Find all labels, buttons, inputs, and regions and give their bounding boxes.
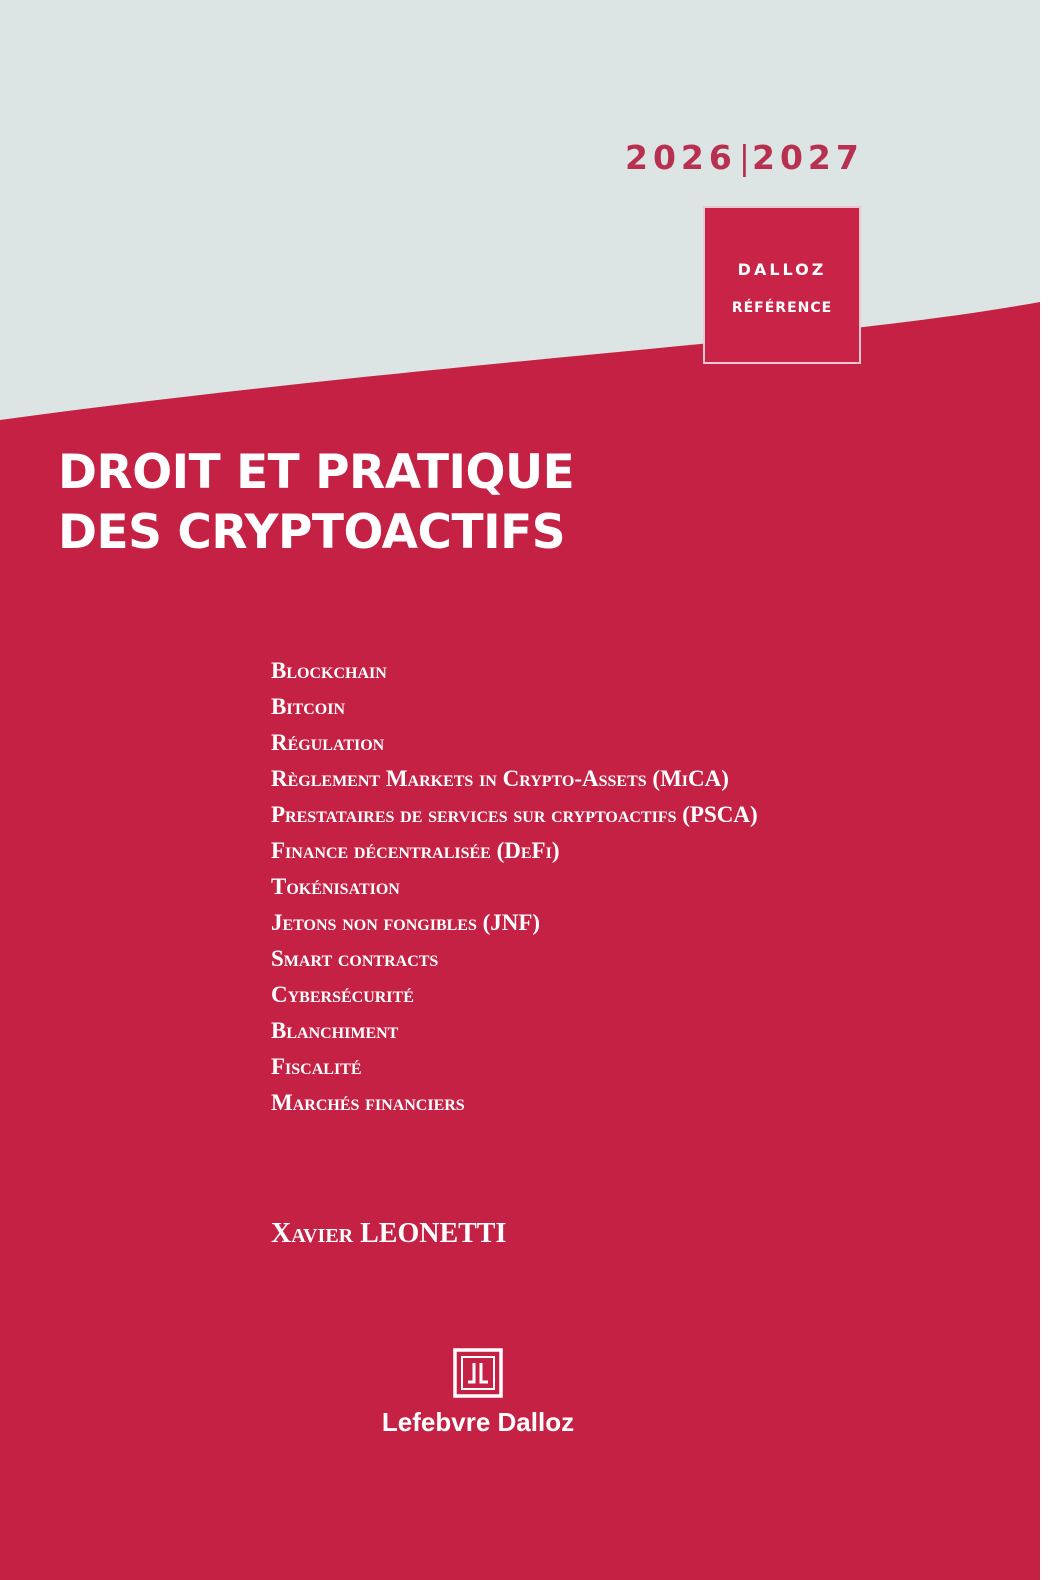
topic-item: Smart contracts [271, 946, 439, 971]
publisher-name: Lefebvre Dalloz [381, 1407, 575, 1437]
topic-item: Fiscalité [271, 1054, 362, 1079]
book-title [58, 443, 574, 563]
collection-badge [705, 208, 859, 362]
topic-item: Prestataires de services sur cryptoactifs (PSCA) [271, 802, 758, 827]
edition-year-start: 2026 [625, 138, 737, 177]
edition-year-end: 2027 [751, 138, 864, 177]
badge-reference: RÉFÉRENCE [731, 300, 833, 316]
book-title-line1: DROIT ET PRATIQUE [58, 445, 575, 500]
topic-item: Bitcoin [271, 694, 346, 719]
book-title-line2: DES CRYPTOACTIFS [58, 505, 566, 560]
topic-item: Marchés financiers [271, 1090, 465, 1115]
topic-item: Règlement Markets in Crypto-Assets (MiCA) [271, 766, 729, 791]
badge-dalloz: DALLOZ [737, 260, 827, 279]
topic-item: Finance décentralisée (DeFi) [271, 838, 560, 863]
edition-years [625, 138, 864, 177]
topic-item: Cybersécurité [271, 982, 414, 1007]
edition-separator: | [738, 138, 750, 177]
page-edge [1040, 0, 1049, 1580]
topic-item: Blanchiment [271, 1018, 399, 1043]
topic-list [271, 653, 758, 1121]
topic-item: Jetons non fongibles (JNF) [271, 910, 541, 935]
topic-item: Tokénisation [271, 874, 400, 899]
topic-item: Régulation [271, 730, 385, 755]
lefebvre-dalloz-logo-icon [452, 1347, 504, 1399]
topic-item: Blockchain [271, 658, 387, 683]
author-name: Xavier LEONETTI [271, 1218, 507, 1249]
